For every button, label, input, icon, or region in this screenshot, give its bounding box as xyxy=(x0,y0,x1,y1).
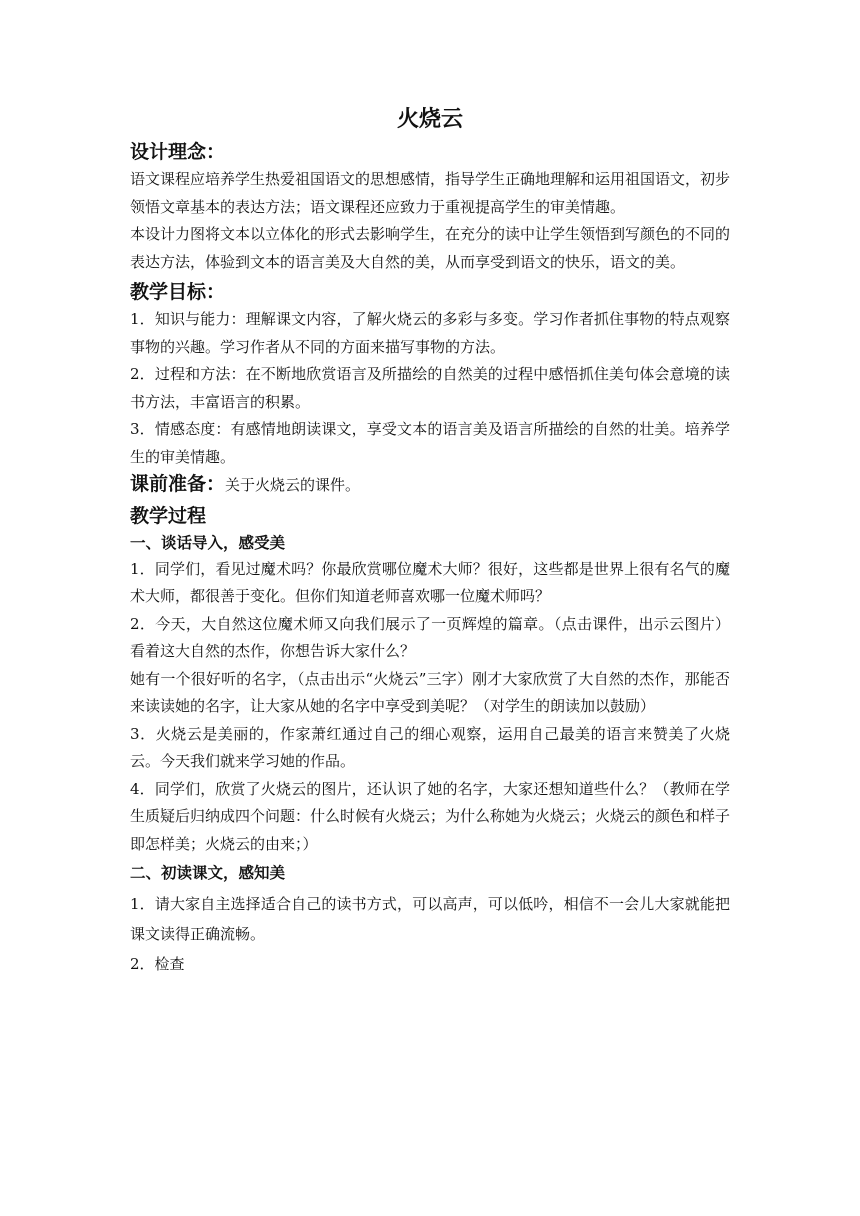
preparation-line xyxy=(130,471,730,500)
design-concept-paragraph: 语文课程应培养学生热爱祖国语文的思想感情，指导学生正确地理解和运用祖国语文，初步领悟文章基本的表达方法；语文课程还应致力于重视提高学生的审美情趣。 xyxy=(130,170,731,216)
design-concept-heading: 设计理念： xyxy=(130,141,226,163)
teaching-goals-heading: 教学目标： xyxy=(130,281,226,303)
section-paragraph: 4．同学们，欣赏了火烧云的图片，还认识了她的名字，大家还想知道些什么？（教师在学生质疑后归纳成四个问题：什么时候有火烧云；为什么称她为火烧云；火烧云的颜色和样子即怎样美；火烧云的由来；） xyxy=(130,779,731,853)
teaching-goal-item: 2．过程和方法：在不断地欣赏语言及所描绘的自然美的过程中感悟抓住美句体会意境的读书方法，丰富语言的积累。 xyxy=(130,365,730,411)
section-paragraph: 1．请大家自主选择适合自己的读书方式，可以高声，可以低吟，相信不一会儿大家就能把课文读得正确流畅。 xyxy=(130,895,730,943)
document-body xyxy=(130,104,730,979)
section-paragraph: 她有一个很好听的名字，（点击出示“火烧云”三字）刚才大家欣赏了大自然的杰作，那能否来读读她的名字，让大家从她的名字中享受到美呢？（对学生的朗读加以鼓励） xyxy=(130,669,730,715)
teaching-goal-item: 3．情感态度：有感情地朗读课文，享受文本的语言美及语言所描绘的自然的壮美。培养学生的审美情趣。 xyxy=(130,420,730,466)
design-concept-paragraph: 本设计力图将文本以立体化的形式去影响学生，在充分的读中让学生领悟到写颜色的不同的表达方法，体验到文本的语言美及大自然的美，从而享受到语文的快乐，语文的美。 xyxy=(130,225,731,271)
preparation-heading: 课前准备： xyxy=(130,473,226,495)
preparation-text: 关于火烧云的课件。 xyxy=(225,476,361,494)
process-heading: 教学过程 xyxy=(130,504,207,527)
section-heading: 二、初读课文，感知美 xyxy=(130,864,286,882)
document-title: 火烧云 xyxy=(396,107,463,132)
section-paragraph: 2．今天，大自然这位魔术师又向我们展示了一页辉煌的篇章。（点击课件，出示云图片）看着这大自然的杰作，你想告诉大家什么？ xyxy=(130,614,730,660)
section-heading: 一、谈话导入，感受美 xyxy=(130,533,286,552)
section-paragraph: 1．同学们，看见过魔术吗？你最欣赏哪位魔术大师？很好，这些都是世界上很有名气的魔术大师，都很善于变化。但你们知道老师喜欢哪一位魔术师吗？ xyxy=(130,559,730,605)
section-paragraph: 2．检查 xyxy=(130,955,185,973)
teaching-goal-item: 1．知识与能力：理解课文内容，了解火烧云的多彩与多变。学习作者抓住事物的特点观察事物的兴趣。学习作者从不同的方面来描写事物的方法。 xyxy=(130,310,730,356)
section-paragraph: 3．火烧云是美丽的，作家萧红通过自己的细心观察，运用自己最美的语言来赞美了火烧云。今天我们就来学习她的作品。 xyxy=(130,724,730,770)
